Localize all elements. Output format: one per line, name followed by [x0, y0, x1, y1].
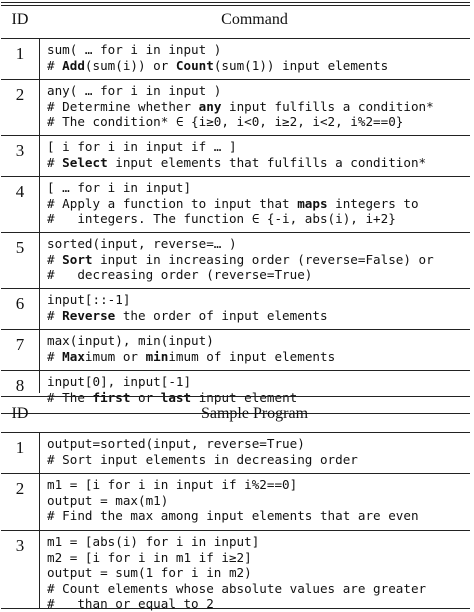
command-table-header: [1, 2, 470, 38]
code-text: # decreasing order (reverse=True): [47, 267, 313, 283]
header-rule: [1, 432, 470, 433]
code-text: # Find the max among input elements that are even: [47, 508, 419, 524]
code-line: [47, 42, 466, 58]
row-rule: [1, 473, 470, 474]
row-code: [47, 534, 466, 612]
table-row: [1, 135, 470, 176]
row-id: 2: [15, 85, 25, 104]
table-row: [1, 288, 470, 329]
keyword-bold: last: [160, 389, 192, 405]
code-line: [47, 581, 466, 597]
code-text: # Sort input elements in decreasing order: [47, 451, 358, 467]
header-sample-program: Sample Program: [200, 405, 309, 422]
code-line: [47, 252, 466, 268]
code-line: [47, 374, 466, 390]
row-id: 3: [15, 141, 25, 160]
keyword-bold: first: [92, 389, 131, 405]
code-line: [47, 493, 466, 509]
code-text: #: [47, 154, 63, 170]
row-code: [47, 436, 466, 467]
code-line: [47, 114, 466, 130]
row-code: [47, 292, 466, 323]
keyword-bold: Count: [175, 57, 214, 73]
code-text: imum or: [84, 348, 146, 364]
header-id: ID: [11, 405, 29, 422]
code-line: [47, 155, 466, 171]
code-line: [47, 99, 466, 115]
row-code: [47, 180, 466, 227]
code-text: [ i for i in input if … ]: [47, 139, 237, 154]
table-row: [1, 329, 470, 370]
row-code: [47, 139, 466, 170]
code-text: output = sum(1 for i in m2): [47, 565, 252, 581]
id-column-divider: [39, 38, 40, 393]
code-text: sorted(input, reverse=… ): [47, 236, 237, 251]
code-text: any( … for i in input ): [47, 83, 222, 98]
code-text: input fulfills a condition*: [221, 98, 434, 114]
row-code: [47, 333, 466, 364]
code-line: [47, 211, 466, 227]
keyword-bold: Sort: [62, 251, 93, 267]
command-table: [1, 2, 470, 405]
row-code: [47, 83, 466, 130]
keyword-bold: Reverse: [62, 307, 116, 323]
row-id: 5: [15, 238, 25, 257]
code-text: # integers. The function ∈ {-i, abs(i), i+2}: [47, 211, 396, 227]
code-line: [47, 349, 466, 365]
row-id: 6: [15, 294, 25, 313]
program-table-header: [1, 396, 470, 432]
table-row: [1, 530, 470, 612]
code-line: [47, 534, 466, 550]
header-command: Command: [221, 11, 288, 28]
code-text: (sum(i)) or: [84, 57, 176, 73]
code-text: #: [47, 307, 63, 323]
code-line: [47, 292, 466, 308]
row-code: [47, 236, 466, 283]
table-row: [1, 432, 470, 473]
code-text: output = max(m1): [47, 492, 169, 508]
table-row: [1, 38, 470, 79]
code-text: #: [47, 251, 63, 267]
row-rule: [1, 530, 470, 531]
row-id: 3: [15, 536, 25, 555]
row-code: [47, 477, 466, 524]
row-rule: [1, 370, 470, 371]
code-text: [ … for i in input]: [47, 180, 192, 195]
code-text: m1 = [i for i in input if i%2==0]: [47, 477, 298, 492]
code-text: or: [130, 389, 161, 405]
code-line: [47, 308, 466, 324]
code-text: input element: [191, 389, 298, 405]
table-row: [1, 473, 470, 530]
row-id: 2: [15, 479, 25, 498]
row-rule: [1, 135, 470, 136]
row-rule: [1, 329, 470, 330]
code-text: # The condition* ∈ {i≥0, i<0, i≥2, i<2, i%2==0}: [47, 114, 404, 130]
code-text: #: [47, 57, 63, 73]
code-text: # Apply a function to input that: [47, 195, 298, 211]
row-rule: [1, 79, 470, 80]
code-line: [47, 58, 466, 74]
id-column-divider: [39, 432, 40, 608]
keyword-bold: Max: [62, 348, 85, 364]
code-text: max(input), min(input): [47, 333, 214, 348]
table-row: [1, 176, 470, 232]
code-text: # The: [47, 389, 93, 405]
header-rule: [1, 38, 470, 39]
row-id: 8: [15, 376, 25, 395]
code-text: input elements that fulfills a condition*: [107, 154, 427, 170]
row-rule: [1, 288, 470, 289]
code-text: # than or equal to 2: [47, 596, 214, 612]
keyword-bold: min: [145, 348, 169, 364]
row-code: [47, 42, 466, 73]
program-table: [1, 396, 470, 612]
header-id: ID: [11, 11, 29, 28]
keyword-bold: Select: [62, 154, 108, 170]
row-rule: [1, 176, 470, 177]
row-rule: [1, 232, 470, 233]
keyword-bold: any: [198, 98, 222, 114]
table-row: [1, 232, 470, 288]
row-id: 1: [15, 438, 25, 457]
code-line: [47, 452, 466, 468]
code-line: [47, 196, 466, 212]
code-text: # Count elements whose absolute values are greater: [47, 580, 427, 596]
code-text: input[::-1]: [47, 292, 131, 307]
code-text: m2 = [i for i in m1 if i≥2]: [47, 549, 252, 565]
keyword-bold: maps: [297, 195, 328, 211]
code-text: # Determine whether: [47, 98, 199, 114]
code-text: input[0], input[-1]: [47, 374, 192, 389]
code-line: [47, 436, 466, 452]
code-line: [47, 477, 466, 493]
code-text: output=sorted(input, reverse=True): [47, 436, 305, 451]
code-line: [47, 236, 466, 252]
code-line: [47, 83, 466, 99]
code-text: sum( … for i in input ): [47, 42, 222, 57]
code-text: (sum(1)) input elements: [213, 57, 389, 73]
code-text: the order of input elements: [115, 307, 328, 323]
code-text: m1 = [abs(i) for i in input]: [47, 534, 260, 549]
keyword-bold: Add: [62, 57, 85, 73]
code-line: [47, 333, 466, 349]
code-line: [47, 508, 466, 524]
code-text: integers to: [327, 195, 419, 211]
code-line: [47, 596, 466, 612]
code-line: [47, 139, 466, 155]
row-id: 1: [15, 44, 25, 63]
row-id: 4: [15, 182, 25, 201]
code-line: [47, 267, 466, 283]
code-text: input in increasing order (reverse=False) or: [92, 251, 434, 267]
code-line: [47, 180, 466, 196]
row-id: 7: [15, 335, 25, 354]
code-line: [47, 550, 466, 566]
code-text: #: [47, 348, 63, 364]
code-text: imum of input elements: [168, 348, 336, 364]
code-line: [47, 565, 466, 581]
table-row: [1, 79, 470, 135]
